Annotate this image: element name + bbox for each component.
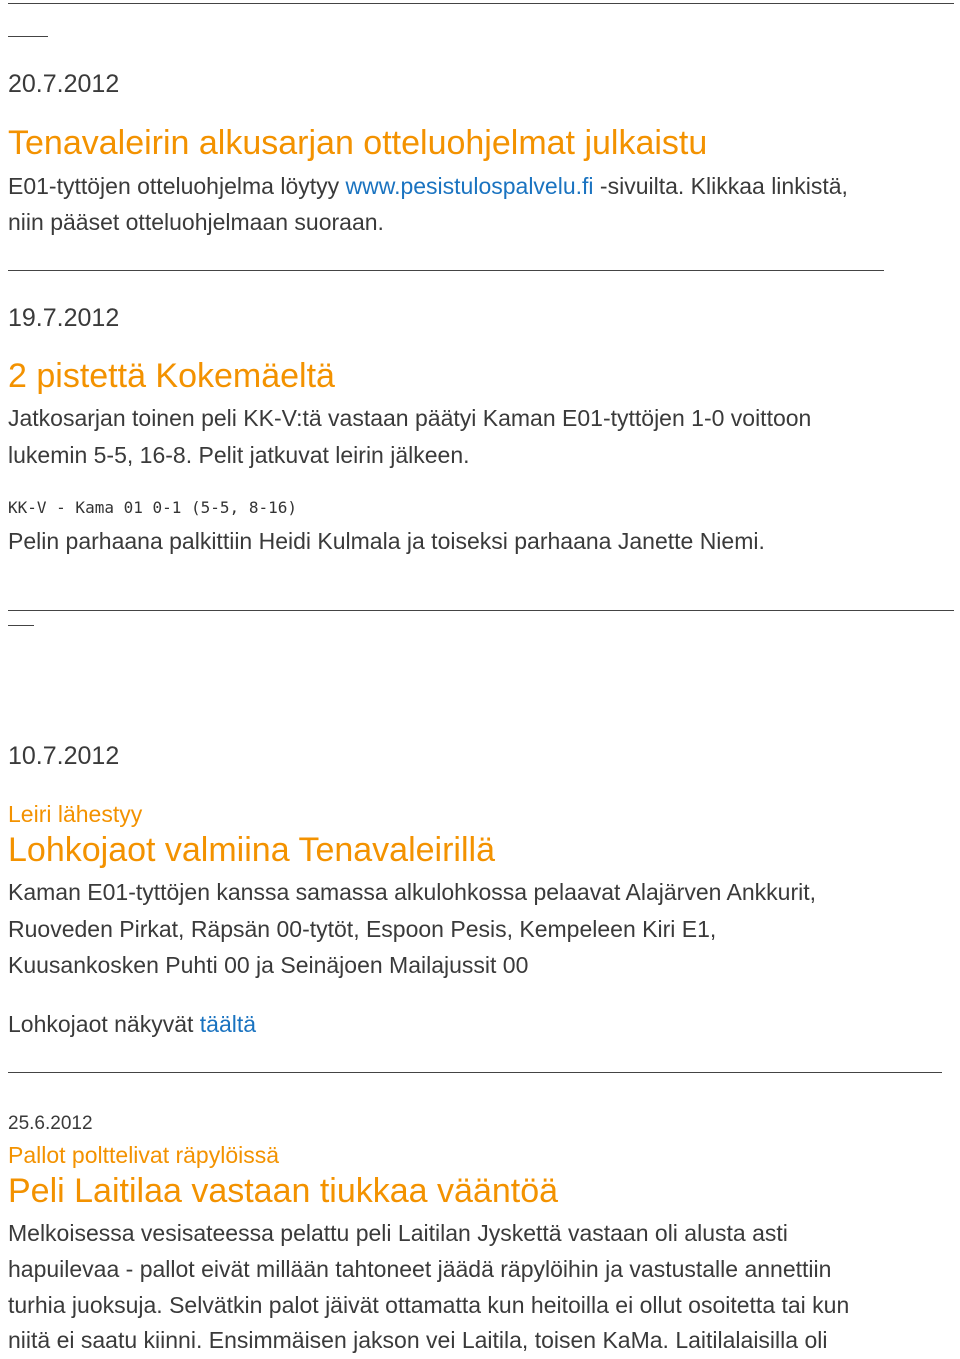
post-kicker: Leiri lähestyy (8, 801, 143, 827)
post-date: 19.7.2012 (8, 304, 120, 332)
post-body-line: Pelin parhaana palkittiin Heidi Kulmala ja toiseksi parhaana Janette Niemi. (8, 528, 765, 554)
separator-line-tail (8, 625, 34, 626)
separator-line (8, 270, 884, 271)
post-text: -sivuilta. Klikkaa linkistä, (593, 173, 848, 199)
post-body-line: turhia juoksuja. Selvätkin palot jäivät ottamatta kun heitoilla ei ollut osoitetta tai kun (8, 1292, 850, 1318)
post-body-line: hapuilevaa - pallot eivät millään tahtoneet jäädä räpylöihin ja vastustalle annettiin (8, 1256, 832, 1282)
post-body (8, 168, 848, 205)
post-body-line: Jatkosarjan toinen peli KK-V:tä vastaan päätyi Kaman E01-tyttöjen 1-0 voittoon (8, 405, 812, 431)
post-title: 2 pistettä Kokemäeltä (8, 357, 335, 395)
post-body-line: lukemin 5-5, 16-8. Pelit jatkuvat leirin jälkeen. (8, 442, 470, 468)
post-title: Lohkojaot valmiina Tenavaleirillä (8, 831, 495, 869)
post-date: 20.7.2012 (8, 70, 120, 98)
post-date: 25.6.2012 (8, 1113, 93, 1134)
separator-line (8, 610, 954, 611)
post-body-line: niitä ei saatu kiinni. Ensimmäisen jakson vei Laitila, toisen KaMa. Laitilalaisilla oli (8, 1327, 828, 1353)
post-body-line: Kuusankosken Puhti 00 ja Seinäjoen Mailajussit 00 (8, 952, 529, 978)
separator-line (8, 1072, 942, 1073)
post-body-line: Ruoveden Pirkat, Räpsän 00-tytöt, Espoon Pesis, Kempeleen Kiri E1, (8, 916, 717, 942)
pesistulospalvelu-link[interactable]: www.pesistulospalvelu.fi (345, 173, 594, 199)
post-text: Lohkojaot näkyvät (8, 1011, 200, 1037)
post-body-line: niin pääset otteluohjelmaan suoraan. (8, 209, 384, 235)
post-body-line: Melkoisessa vesisateessa pelattu peli Laitilan Jyskettä vastaan oli alusta asti (8, 1220, 788, 1246)
separator-line-tail (8, 36, 48, 37)
separator-line (8, 3, 954, 4)
post-date: 10.7.2012 (8, 742, 120, 770)
match-score: KK-V - Kama 01 0-1 (5-5, 8-16) (8, 498, 297, 517)
post-text: E01-tyttöjen otteluohjelma löytyy (8, 173, 346, 199)
post-title: Peli Laitilaa vastaan tiukkaa vääntöä (8, 1172, 559, 1210)
post-title: Tenavaleirin alkusarjan otteluohjelmat julkaistu (8, 124, 708, 162)
post-body (8, 1006, 256, 1043)
post-body-line: Kaman E01-tyttöjen kanssa samassa alkulohkossa pelaavat Alajärven Ankkurit, (8, 879, 816, 905)
lohkojaot-link[interactable]: täältä (199, 1011, 257, 1037)
post-kicker: Pallot polttelivat räpylöissä (8, 1142, 280, 1168)
